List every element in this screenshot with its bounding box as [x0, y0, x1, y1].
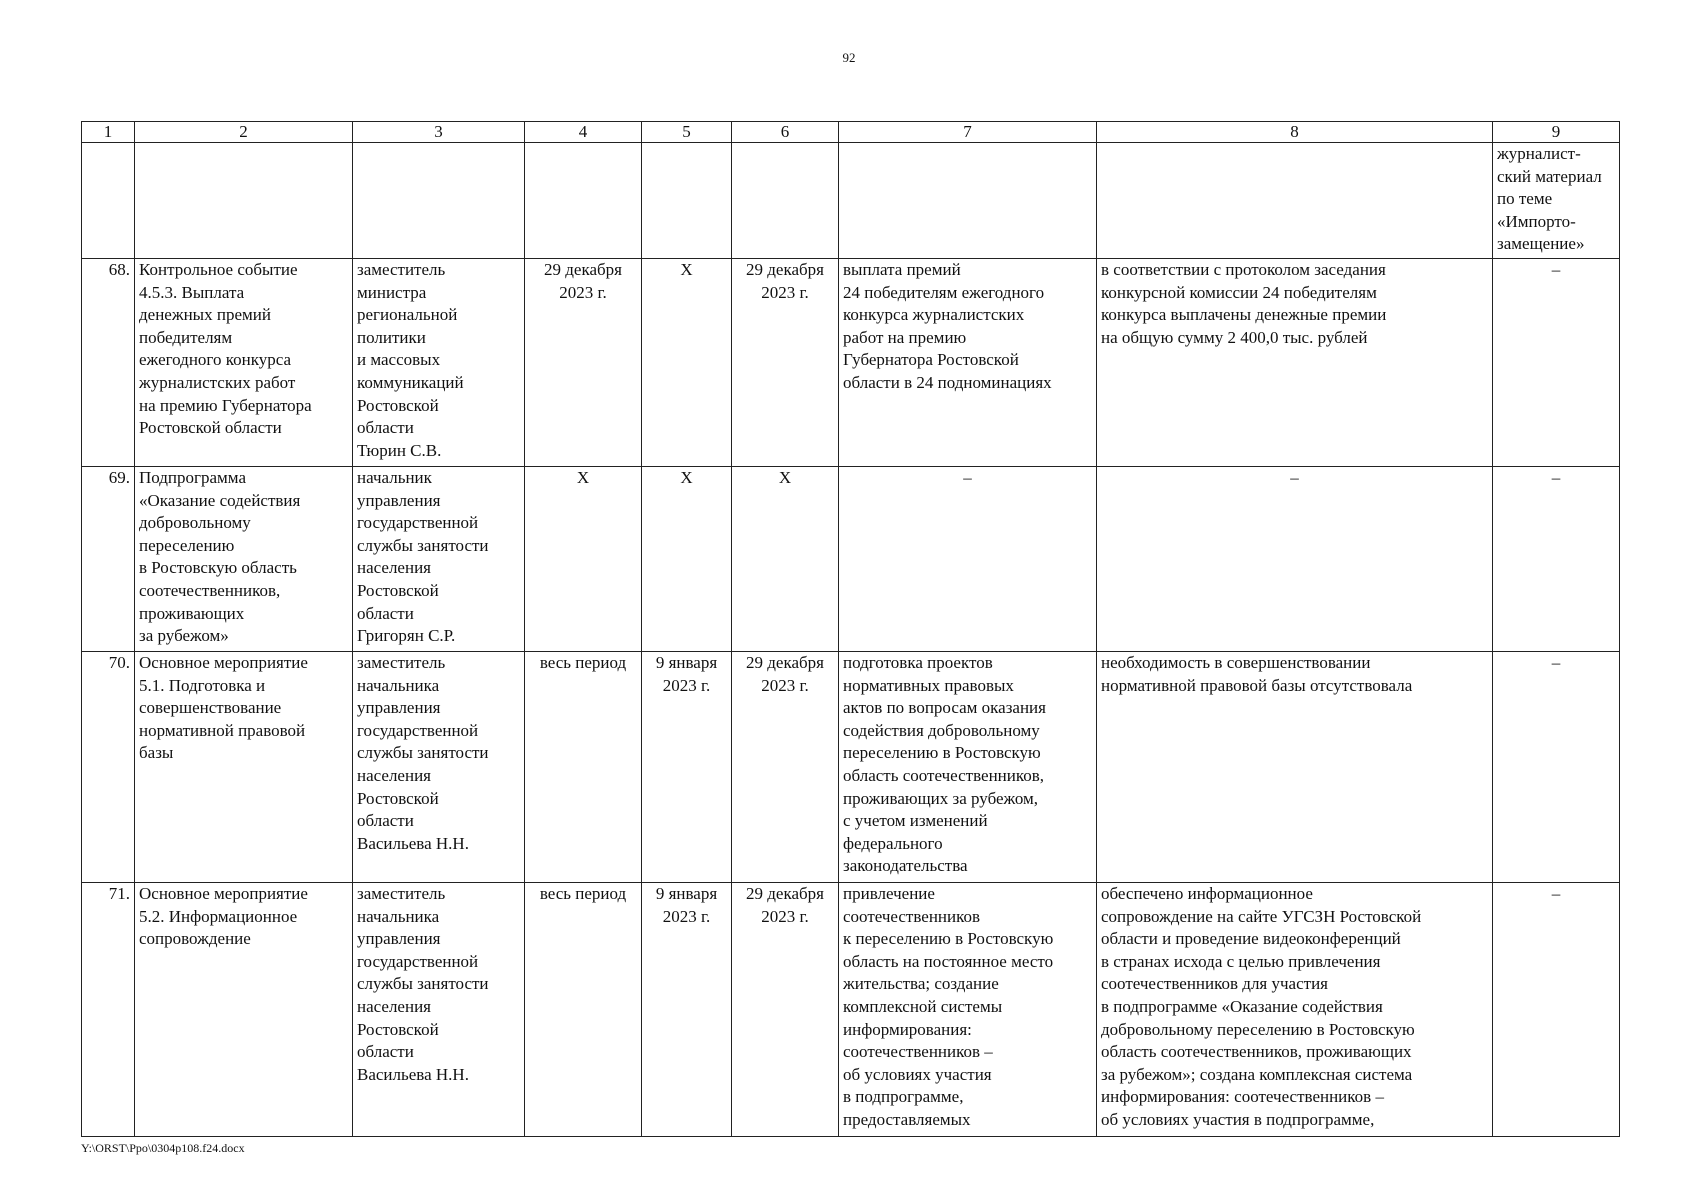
planned-result-cell: привлечение соотечественников к переселению в Ростовскую область на постоянное место жительства; создание комплексной системы информирования: соотечественников – об условиях участия в подпрограмме, предоставляемых: [839, 883, 1097, 1137]
table-row-71: [82, 883, 1620, 1137]
date-cell: 29 декабря 2023 г.: [732, 259, 839, 467]
item-name-cell: Подпрограмма «Оказание содействия добровольному переселению в Ростовскую область соотечественников, проживающих за рубежом»: [135, 467, 353, 652]
date-cell: весь период: [525, 652, 642, 883]
row-number-cell: 69.: [82, 467, 135, 652]
footer-file-path: Y:\ORST\Ppo\0304p108.f24.docx: [81, 1141, 245, 1155]
date-cell: Х: [642, 467, 732, 652]
table-row-continuation: [82, 143, 1620, 259]
date-cell: 29 декабря 2023 г.: [525, 259, 642, 467]
table-row-70: [82, 652, 1620, 883]
date-cell: Х: [525, 467, 642, 652]
item-name-cell: [135, 143, 353, 259]
actual-result-cell: необходимость в совершенствовании нормативной правовой базы отсутствовала: [1097, 652, 1493, 883]
date-cell: [732, 143, 839, 259]
column-number: 6: [732, 122, 839, 143]
date-cell: [642, 143, 732, 259]
date-cell: Х: [732, 467, 839, 652]
date-cell: 29 декабря 2023 г.: [732, 652, 839, 883]
date-cell: 9 января 2023 г.: [642, 652, 732, 883]
item-name-cell: Основное мероприятие 5.2. Информационное сопровождение: [135, 883, 353, 1137]
item-name-cell: Основное мероприятие 5.1. Подготовка и совершенствование нормативной правовой базы: [135, 652, 353, 883]
column-number: 4: [525, 122, 642, 143]
planned-result-cell: выплата премий 24 победителям ежегодного конкурса журналистских работ на премию Губернатора Ростовской области в 24 подноминациях: [839, 259, 1097, 467]
planned-result-cell: [839, 143, 1097, 259]
column-number: 5: [642, 122, 732, 143]
planned-result-cell: –: [839, 467, 1097, 652]
responsible-cell: заместитель министра региональной политики и массовых коммуникаций Ростовской области Тюрин С.В.: [353, 259, 525, 467]
column-number: 2: [135, 122, 353, 143]
column-number: 9: [1493, 122, 1620, 143]
column-number: 1: [82, 122, 135, 143]
table-row-68: [82, 259, 1620, 467]
report-table: [81, 121, 1620, 1137]
row-number-cell: 68.: [82, 259, 135, 467]
actual-result-cell: [1097, 143, 1493, 259]
responsible-cell: [353, 143, 525, 259]
column-number: 7: [839, 122, 1097, 143]
column-number: 3: [353, 122, 525, 143]
responsible-cell: заместитель начальника управления государственной службы занятости населения Ростовской области Васильева Н.Н.: [353, 883, 525, 1137]
date-cell: [525, 143, 642, 259]
page-number: 92: [842, 50, 856, 65]
row-number-cell: 71.: [82, 883, 135, 1137]
note-cell: журналист- ский материал по теме «Импорто- замещение»: [1493, 143, 1620, 259]
column-number: 8: [1097, 122, 1493, 143]
note-cell: –: [1493, 652, 1620, 883]
date-cell: 29 декабря 2023 г.: [732, 883, 839, 1137]
table-row-69: [82, 467, 1620, 652]
note-cell: –: [1493, 259, 1620, 467]
note-cell: –: [1493, 467, 1620, 652]
row-number-cell: 70.: [82, 652, 135, 883]
note-cell: –: [1493, 883, 1620, 1137]
date-cell: 9 января 2023 г.: [642, 883, 732, 1137]
row-number-cell: [82, 143, 135, 259]
responsible-cell: заместитель начальника управления государственной службы занятости населения Ростовской области Васильева Н.Н.: [353, 652, 525, 883]
responsible-cell: начальник управления государственной службы занятости населения Ростовской области Григорян С.Р.: [353, 467, 525, 652]
actual-result-cell: –: [1097, 467, 1493, 652]
column-number-row: [82, 122, 1620, 143]
item-name-cell: Контрольное событие 4.5.3. Выплата денежных премий победителям ежегодного конкурса журналистских работ на премию Губернатора Ростовской области: [135, 259, 353, 467]
planned-result-cell: подготовка проектов нормативных правовых актов по вопросам оказания содействия добровольному переселению в Ростовскую область соотечественников, проживающих за рубежом, с учетом изменений федерального законодательства: [839, 652, 1097, 883]
date-cell: весь период: [525, 883, 642, 1137]
actual-result-cell: в соответствии с протоколом заседания конкурсной комиссии 24 победителям конкурса выплачены денежные премии на общую сумму 2 400,0 тыс. рублей: [1097, 259, 1493, 467]
date-cell: Х: [642, 259, 732, 467]
actual-result-cell: обеспечено информационное сопровождение на сайте УГСЗН Ростовской области и проведение видеоконференций в странах исхода с целью привлечения соотечественников для участия в подпрограмме «Оказание содействия добровольному переселению в Ростовскую область соотечественников, проживающих за рубежом»; создана комплексная система информирования: соотечественников – об условиях участия в подпрограмме,: [1097, 883, 1493, 1137]
